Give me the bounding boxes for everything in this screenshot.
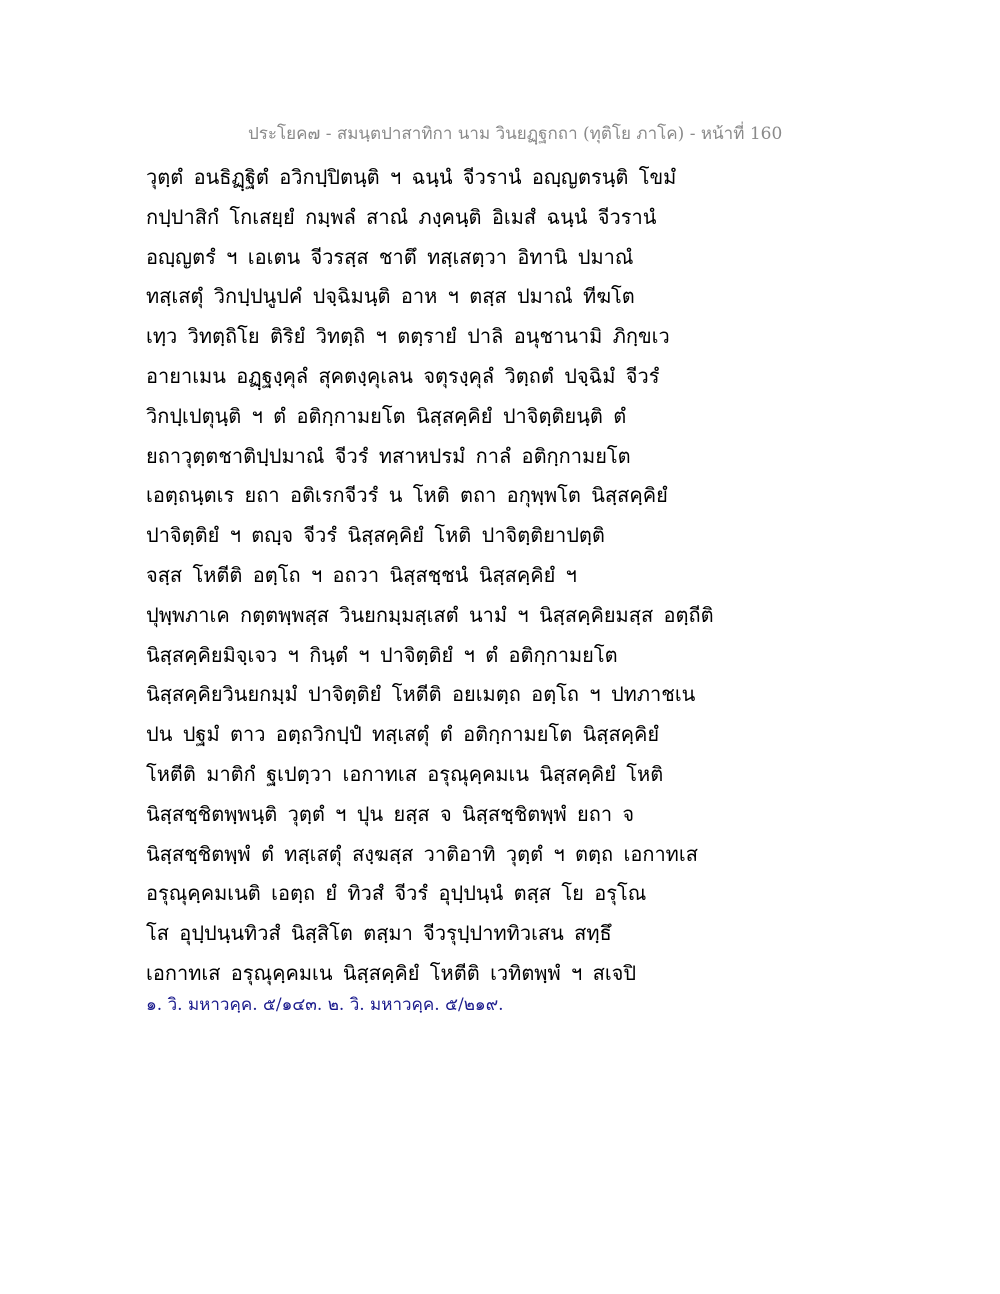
body-text bbox=[146, 158, 866, 994]
text-line: วิกปฺเปตุนฺติ ฯ ตํ อติกฺกามยโต นิสฺสคฺคิยํ ปาจิตฺติยนฺติ ตํ bbox=[146, 403, 627, 428]
footnote: ๑. วิ. มหาวคฺค. ๕/๑๔๓. ๒. วิ. มหาวคฺค. ๕/๒๑๙. bbox=[146, 995, 504, 1015]
text-line: นิสฺสคฺคิยมิจฺเจว ฯ กินฺตํ ฯ ปาจิตฺติยํ ฯ ตํ อติกฺกามยโต bbox=[146, 642, 618, 667]
text-line: ยถาวุตฺตชาติปฺปมาณํ จีวรํ ทสาหปรมํ กาลํ อติกฺกามยโต bbox=[146, 443, 631, 468]
text-line: ปน ปฐมํ ตาว อตฺถวิกปฺปํ ทสฺเสตุํ ตํ อติกฺกามยโต นิสฺสคฺคิยํ bbox=[146, 722, 660, 747]
text-line: จสฺส โหตีติ อตฺโถ ฯ อถวา นิสฺสชฺชนํ นิสฺสคฺคิยํ ฯ bbox=[146, 562, 577, 587]
text-line: อายาเมน อฏฺฐงฺคุลํ สุคตงฺคุเลน จตุรงฺคุลํ วิตฺถตํ ปจฺฉิมํ จีวรํ bbox=[146, 363, 660, 388]
running-header: ประโยค๗ - สมนฺตปาสาทิกา นาม วินยฏฺฐกถา (ทุติโย ภาโค) - หน้าที่ 160 bbox=[248, 124, 783, 144]
text-line: อรุณุคฺคมเนติ เอตฺถ ยํ ทิวสํ จีวรํ อุปฺปนฺนํ ตสฺส โย อรุโณ bbox=[146, 881, 647, 906]
text-line: อญฺญตรํ ฯ เอเตน จีวรสฺส ชาตึ ทสฺเสตฺวา อิทานิ ปมาณํ bbox=[146, 244, 634, 269]
text-line: นิสฺสคฺคิยวินยกมฺมํ ปาจิตฺติยํ โหตีติ อยเมตฺถ อตฺโถ ฯ ปทภาชเน bbox=[146, 682, 696, 707]
text-line: ทสฺเสตุํ วิกปฺปนูปคํ ปจฺฉิมนฺติ อาห ฯ ตสฺส ปมาณํ ทีฆโต bbox=[146, 284, 635, 309]
text-line: ปาจิตฺติยํ ฯ ตญฺจ จีวรํ นิสฺสคฺคิยํ โหติ ปาจิตฺติยาปตฺติ bbox=[146, 523, 605, 548]
text-line: กปฺปาสิกํ โกเสยฺยํ กมฺพลํ สาณํ ภงฺคนฺติ อิเมสํ ฉนฺนํ จีวรานํ bbox=[146, 204, 657, 229]
text-line: วุตฺตํ อนธิฏฺฐิตํ อวิกปฺปิตนฺติ ฯ ฉนฺนํ จีวรานํ อญฺญตรนฺติ โขมํ bbox=[146, 165, 677, 189]
text-line: นิสฺสชฺชิตพฺพํ ตํ ทสฺเสตุํ สงฺฆสฺส วาติอาทิ วุตฺตํ ฯ ตตฺถ เอกาทเส bbox=[146, 841, 698, 866]
text-line: นิสฺสชฺชิตพฺพนฺติ วุตฺตํ ฯ ปุน ยสฺส จ นิสฺสชฺชิตพฺพํ ยถา จ bbox=[146, 801, 635, 826]
text-line: เอกาทเส อรุณุคฺคมเน นิสฺสคฺคิยํ โหตีติ เวทิตพฺพํ ฯ สเจปิ bbox=[146, 960, 637, 985]
text-line: เอตฺถนฺตเร ยถา อติเรกจีวรํ น โหติ ตถา อกุพฺพโต นิสฺสคฺคิยํ bbox=[146, 483, 668, 508]
text-line: ปุพฺพภาเค กตฺตพฺพสฺส วินยกมฺมสฺเสตํ นามํ ฯ นิสฺสคฺคิยมสฺส อตฺถีติ bbox=[146, 602, 714, 627]
text-line: เทฺว วิทตฺถิโย ติริยํ วิทตฺถิ ฯ ตตฺรายํ ปาลิ อนุชานามิ ภิกฺขเว bbox=[146, 324, 670, 349]
text-line: โหตีติ มาติกํ ฐเปตฺวา เอกาทเส อรุณุคฺคมเน นิสฺสคฺคิยํ โหติ bbox=[146, 761, 664, 786]
text-line: โส อุปฺปนฺนทิวสํ นิสฺสิโต ตสฺมา จีวรุปฺปาททิวเสน สทฺธึ bbox=[146, 921, 612, 946]
